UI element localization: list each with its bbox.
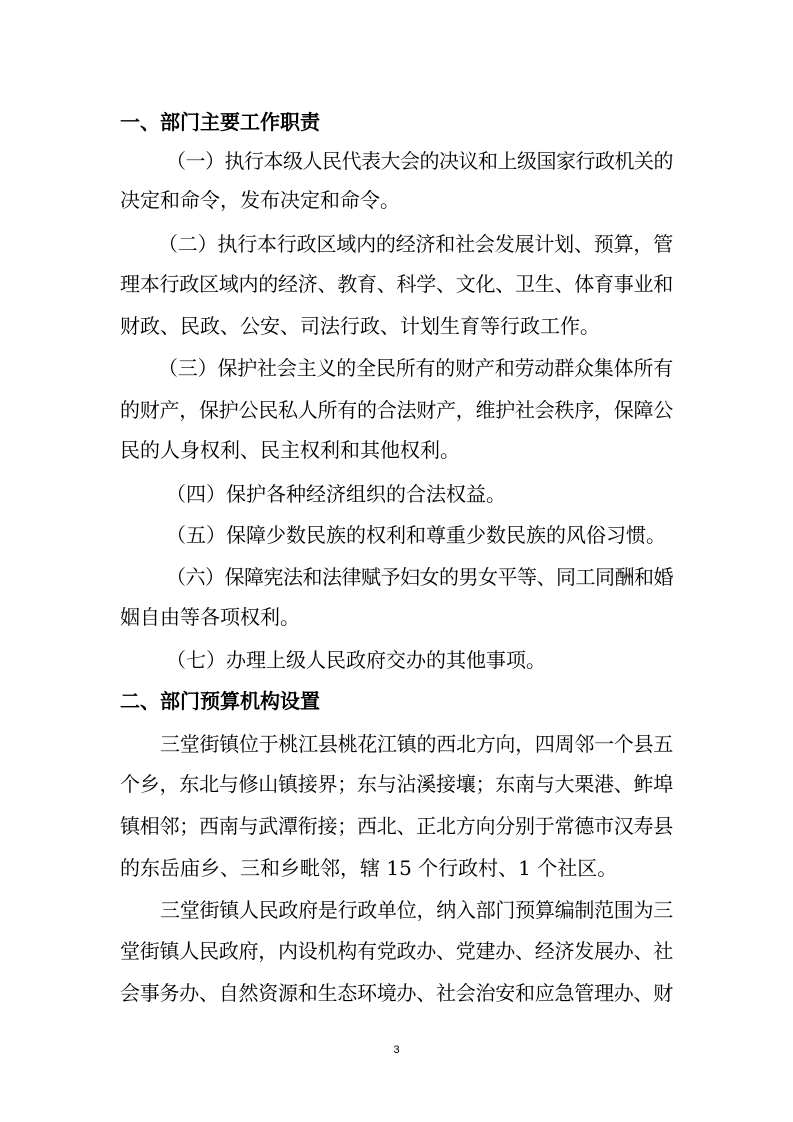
duty-2-line-3: 财政、民政、公安、司法行政、计划生育等行政工作。 [120,314,600,338]
section-heading-organization: 二、部门预算机构设置 [120,689,320,713]
org-para-2-line-3: 会事务办、自然资源和生态环境办、社会治安和应急管理办、财 [120,981,673,1005]
duty-6-line-2: 姻自由等各项权利。 [120,605,300,629]
duty-7-line-1: （七）办理上级人民政府交办的其他事项。 [166,648,546,672]
duty-3-line-1: （三）保护社会主义的全民所有的财产和劳动群众集体所有 [158,356,673,380]
duty-2-line-2: 理本行政区域内的经济、教育、科学、文化、卫生、体育事业和 [120,272,673,296]
org-para-2-line-2: 堂街镇人民政府，内设机构有党政办、党建办、经济发展办、社 [120,939,673,963]
org-para-1-line-1: 三堂街镇位于桃江县桃花江镇的西北方向，四周邻一个县五 [160,732,673,756]
page-number: 3 [393,1044,400,1056]
org-para-1-line-4: 的东岳庙乡、三和乡毗邻，辖 15 个行政村、1 个社区。 [120,856,618,880]
duty-6-line-1: （六）保障宪法和法律赋予妇女的男女平等、同工同酬和婚 [166,565,673,589]
org-para-2-line-1: 三堂街镇人民政府是行政单位，纳入部门预算编制范围为三 [160,898,673,922]
duty-3-line-2: 的财产，保护公民私人所有的合法财产，维护社会秩序，保障公 [120,398,673,422]
duty-1-line-2: 决定和命令，发布决定和命令。 [120,188,400,212]
org-para-1-line-2: 个乡，东北与修山镇接界；东与沾溪接壤；东南与大栗港、鲊埠 [120,772,673,796]
duty-3-line-3: 民的人身权利、民主权利和其他权利。 [120,438,460,462]
section-heading-duties: 一、部门主要工作职责 [120,110,320,134]
duty-4-line-1: （四）保护各种经济组织的合法权益。 [166,482,506,506]
duty-1-line-1: （一）执行本级人民代表大会的决议和上级国家行政机关的 [166,149,673,173]
duty-2-line-1: （二）执行本行政区域内的经济和社会发展计划、预算，管 [158,232,673,256]
duty-5-line-1: （五）保障少数民族的权利和尊重少数民族的风俗习惯。 [166,523,666,547]
org-para-1-line-3: 镇相邻；西南与武潭衔接；西北、正北方向分别于常德市汉寿县 [120,814,673,838]
